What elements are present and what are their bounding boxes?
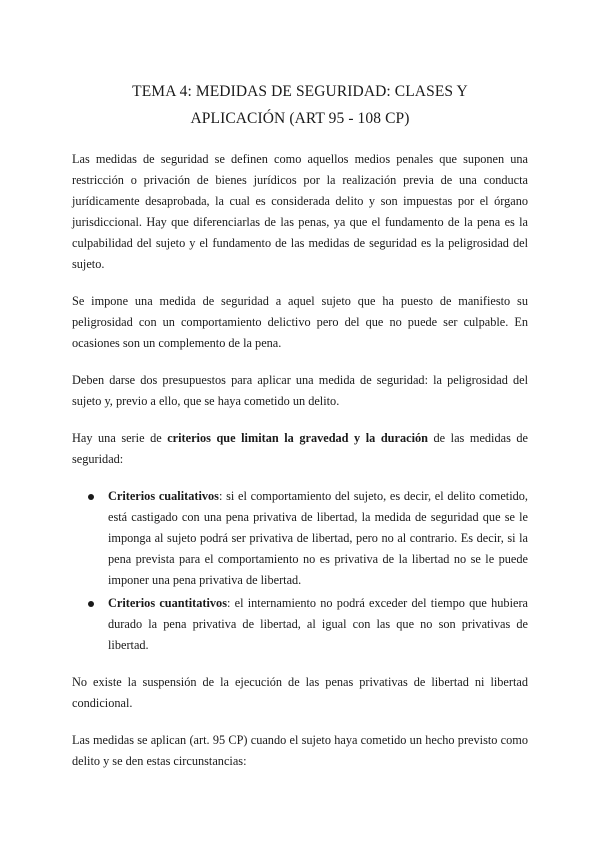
paragraph-prerequisites: Deben darse dos presupuestos para aplicar una medida de seguridad: la peligrosidad del sujeto y, previo a ello, que se haya cometido un delito. — [72, 373, 528, 408]
list-item-bold: Criterios cualitativos — [108, 489, 219, 503]
list-item — [72, 593, 528, 656]
criteria-intro-after: de las medidas de seguridad: — [72, 431, 528, 466]
paragraph-imposition: Se impone una medida de seguridad a aquel sujeto que ha puesto de manifiesto su peligrosidad con un comportamiento delictivo pero del que no puede ser culpable. En ocasiones son un complemento de la pena. — [72, 294, 528, 350]
paragraph-suspension: No existe la suspensión de la ejecución de las penas privativas de libertad ni libertad condicional. — [72, 675, 528, 710]
list-item-text: : si el comportamiento del sujeto, es decir, el delito cometido, está castigado con una pena privativa de libertad, la medida de seguridad que se le imponga al sujeto podrá ser privativa de libertad, pero no al contrario. Es decir, si la pena prevista para el comportamiento no es privativa de la libertad no se le puede imponer una pena privativa de libertad. — [108, 489, 528, 587]
paragraph-application: Las medidas se aplican (art. 95 CP) cuando el sujeto haya cometido un hecho previsto como delito y se den estas circunstancias: — [72, 733, 528, 768]
document-title — [72, 78, 528, 132]
list-item-text: : el internamiento no podrá exceder del tiempo que hubiera durado la pena privativa de libertad, al igual con las que no son privativas de libertad. — [108, 596, 528, 652]
paragraph-criteria-intro — [72, 428, 528, 470]
title-line-2: APLICACIÓN (ART 95 - 108 CP) — [190, 110, 410, 127]
list-item — [72, 486, 528, 591]
document-page — [72, 78, 528, 788]
criteria-intro-bold: criterios que limitan la gravedad y la duración — [167, 431, 428, 445]
list-item-bold: Criterios cuantitativos — [108, 596, 227, 610]
criteria-intro-before: Hay una serie de — [72, 431, 168, 445]
criteria-list — [72, 486, 528, 656]
bullet-icon — [88, 494, 94, 500]
title-line-1: TEMA 4: MEDIDAS DE SEGURIDAD: CLASES Y — [132, 83, 468, 100]
bullet-icon — [88, 601, 94, 607]
paragraph-definition: Las medidas de seguridad se definen como aquellos medios penales que suponen una restricción o privación de bienes jurídicos por la realización previa de una conducta jurídicamente desaprobada, la cual es considerada delito y son impuestas por el órgano jurisdiccional. Hay que diferenciarlas de las penas, ya que el fundamento de la pena es la culpabilidad del sujeto y el fundamento de las medidas de seguridad es la peligrosidad del sujeto. — [72, 152, 528, 271]
